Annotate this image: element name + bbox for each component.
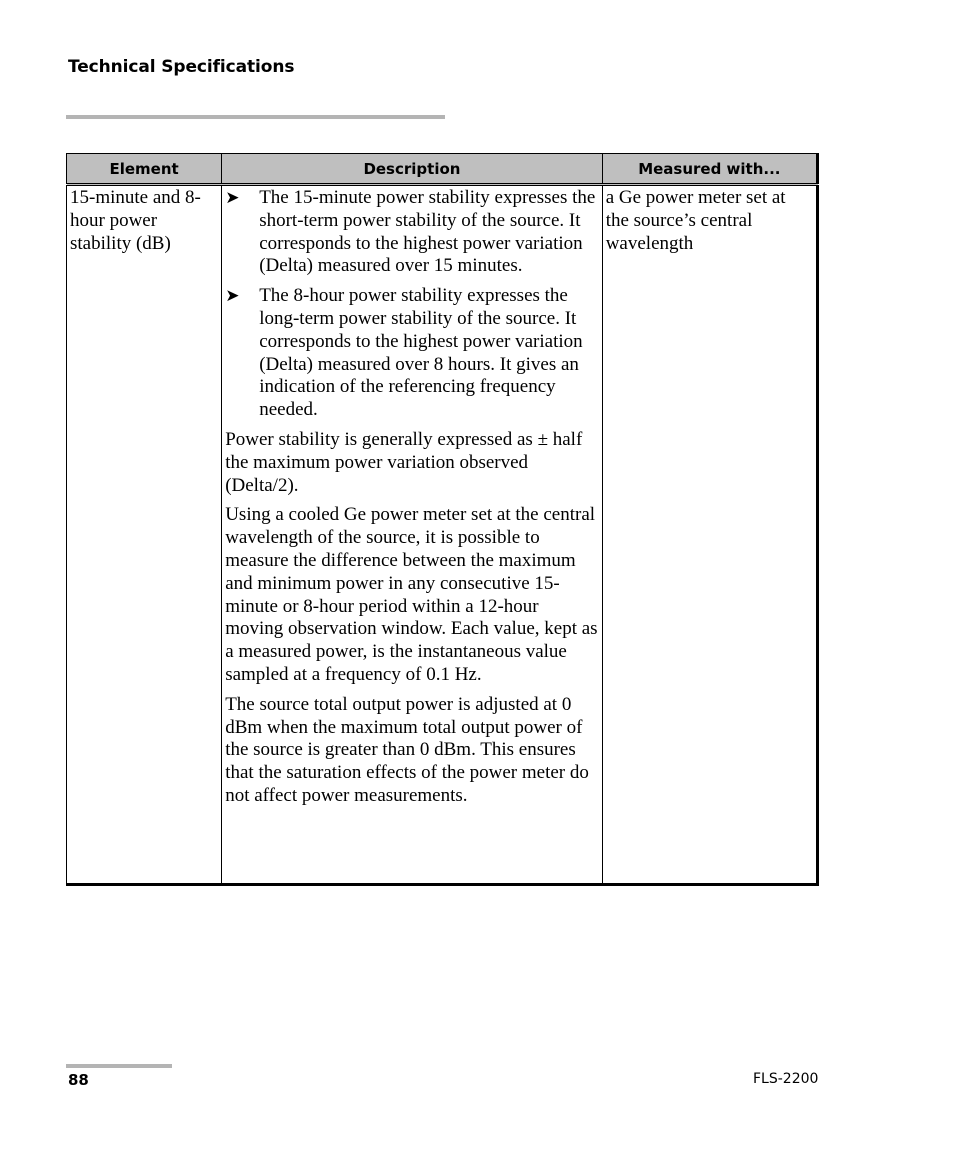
description-paragraph: The source total output power is adjusted at 0 dBm when the maximum total output power of the source is greater than 0 dBm. This ensures that the saturation effects of the power meter do not affect power measurements. — [225, 693, 589, 806]
arrow-bullet-icon: ➤ — [225, 188, 240, 208]
column-header-description: Description — [222, 154, 603, 185]
table-header-row — [67, 154, 818, 185]
bullet-text: The 8-hour power stability expresses the long-term power stability of the source. It corresponds to the highest power variation (Delta) measured over 8 hours. It gives an indication of the referencing frequency needed. — [259, 285, 583, 421]
bullet-text: The 15-minute power stability expresses the short-term power stability of the source. It corresponds to the highest power variation (Delta) measured over 15 minutes. — [259, 187, 596, 277]
element-cell: 15-minute and 8-hour power stability (dB) — [67, 185, 222, 885]
spec-table — [66, 153, 819, 886]
column-header-measured-with: Measured with... — [602, 154, 817, 185]
column-header-element: Element — [67, 154, 222, 185]
bullet-item — [225, 285, 599, 422]
table-row — [67, 185, 818, 885]
product-name: FLS-2200 — [753, 1071, 819, 1087]
description-cell — [222, 185, 603, 885]
page-number: 88 — [68, 1071, 89, 1089]
description-paragraph: Power stability is generally expressed as ± half the maximum power variation observed (Delta/2). — [225, 428, 583, 496]
section-title: Technical Specifications — [68, 57, 295, 77]
arrow-bullet-icon: ➤ — [225, 286, 240, 307]
bullet-item — [225, 187, 599, 278]
measured-with-cell: a Ge power meter set at the source’s central wavelength — [602, 185, 817, 885]
description-paragraph: Using a cooled Ge power meter set at the central wavelength of the source, it is possible to measure the difference between the maximum and minimum power in any consecutive 15-minute or 8-hour period within a 12-hour moving observation window. Each value, kept as a measured power, is the instantaneous value sampled at a frequency of 0.1 Hz. — [225, 504, 598, 685]
page-rule — [66, 1064, 172, 1068]
title-rule — [66, 115, 445, 119]
